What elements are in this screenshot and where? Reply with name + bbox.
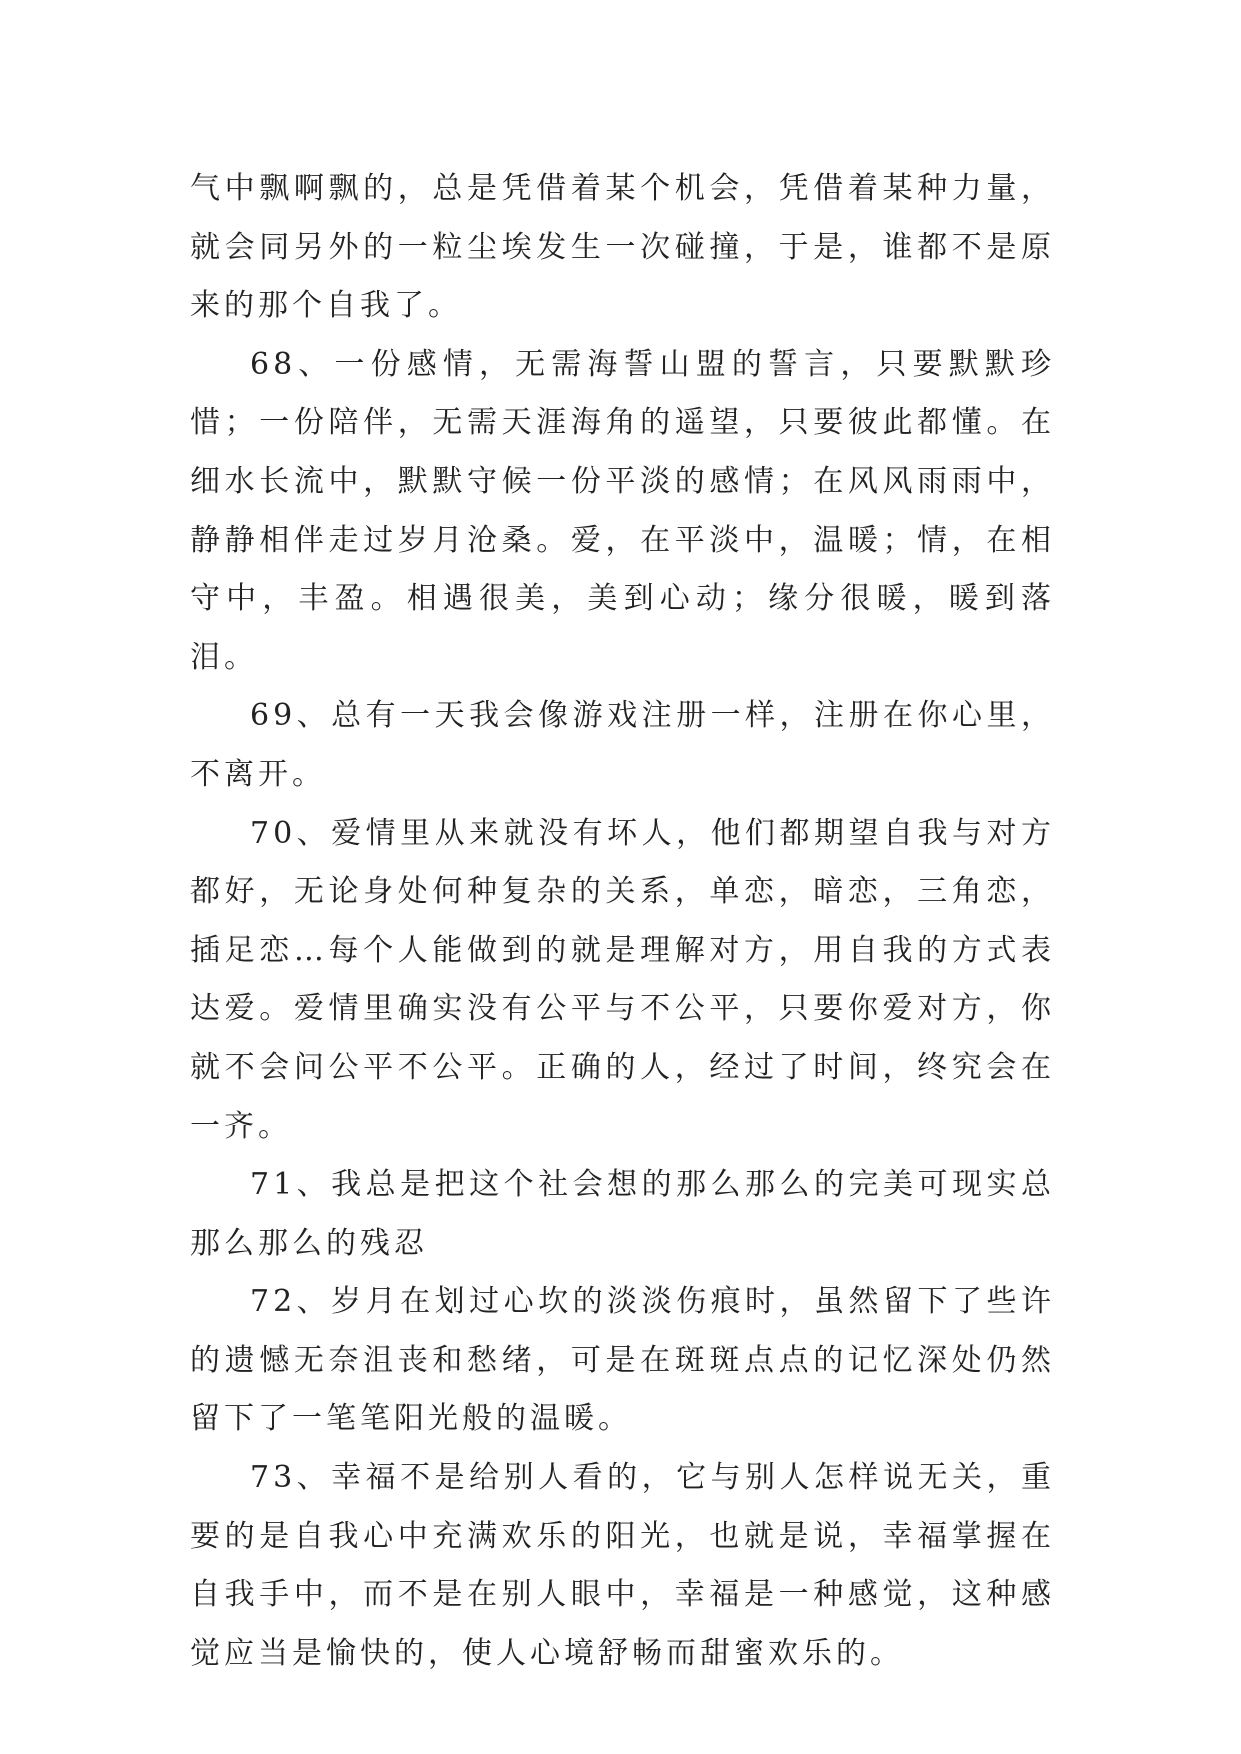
paragraph-continuation: 气中飘啊飘的，总是凭借着某个机会，凭借着某种力量，就会同另外的一粒尘埃发生一次碰撞，于是，谁都不是原来的那个自我了。: [190, 171, 1055, 324]
paragraph-71: 71、我总是把这个社会想的那么那么的完美可现实总那么那么的残忍: [190, 1167, 1055, 1261]
paragraph-73: 73、幸福不是给别人看的，它与别人怎样说无关，重要的是自我心中充满欢乐的阳光，也就是说，幸福掌握在自我手中，而不是在别人眼中，幸福是一种感觉，这种感觉应当是愉快的，使人心境舒畅而甜蜜欢乐的。: [190, 1460, 1055, 1671]
paragraph-69: 69、总有一天我会像游戏注册一样，注册在你心里，不离开。: [190, 698, 1055, 792]
paragraph-72: 72、岁月在划过心坎的淡淡伤痕时，虽然留下了些许的遗憾无奈沮丧和愁绪，可是在斑斑点点的记忆深处仍然留下了一笔笔阳光般的温暖。: [190, 1284, 1055, 1437]
paragraph-68: 68、一份感情，无需海誓山盟的誓言，只要默默珍惜；一份陪伴，无需天涯海角的遥望，只要彼此都懂。在细水长流中，默默守候一份平淡的感情；在风风雨雨中，静静相伴走过岁月沧桑。爱，在平淡中，温暖；情，在相守中，丰盈。相遇很美，美到心动；缘分很暖，暖到落泪。: [190, 346, 1055, 675]
paragraph-70: 70、爱情里从来就没有坏人，他们都期望自我与对方都好，无论身处何种复杂的关系，单恋，暗恋，三角恋，插足恋…每个人能做到的就是理解对方，用自我的方式表达爱。爱情里确实没有公平与不公平，只要你爱对方，你就不会问公平不公平。正确的人，经过了时间，终究会在一齐。: [190, 815, 1055, 1144]
document-body: [190, 160, 1055, 1683]
